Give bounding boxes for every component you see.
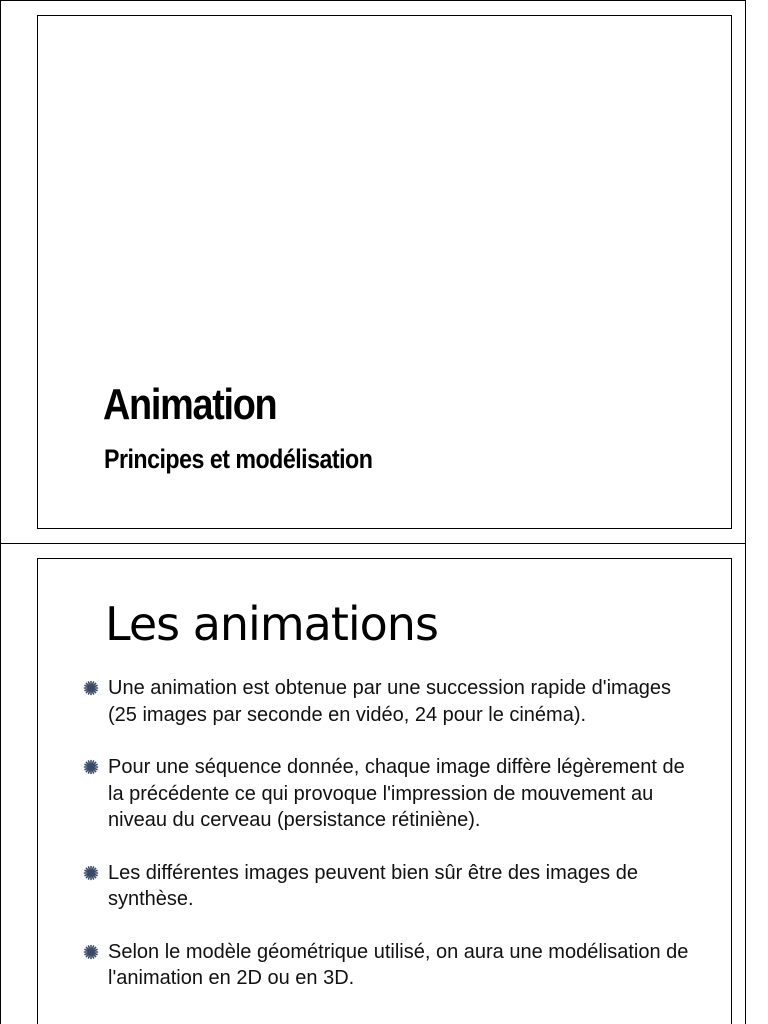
list-item <box>83 675 703 728</box>
bullet-text: Les différentes images peuvent bien sûr être des images de synthèse. <box>108 861 638 910</box>
asterisk-bullet-icon <box>83 865 99 881</box>
bullet-list <box>83 675 703 1018</box>
bullet-text: Selon le modèle géométrique utilisé, on aura une modélisation de l'animation en 2D ou en 3D. <box>108 940 689 989</box>
list-item <box>83 754 703 834</box>
slide-subtitle: Principes et modélisation <box>104 444 373 474</box>
slide-title: Animation <box>103 380 277 429</box>
slide-title-card <box>37 15 732 529</box>
asterisk-bullet-icon <box>83 680 99 696</box>
sheet-divider <box>0 543 746 544</box>
asterisk-bullet-icon <box>83 944 99 960</box>
asterisk-bullet-icon <box>83 759 99 775</box>
bullet-text: Pour une séquence donnée, chaque image diffère légèrement de la précédente ce qui provoque l'impression de mouvement au niveau du cerveau (persistance rétiniène). <box>108 756 685 831</box>
list-item <box>83 939 703 992</box>
bullet-text: Une animation est obtenue par une succession rapide d'images (25 images par seconde en vidéo, 24 pour le cinéma). <box>108 677 672 726</box>
slide-heading: Les animations <box>105 597 438 651</box>
list-item <box>83 860 703 913</box>
slide-les-animations <box>37 558 732 1024</box>
